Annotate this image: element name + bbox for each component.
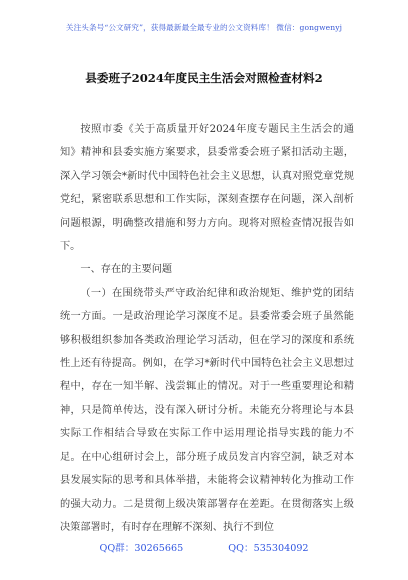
- footer-qq-number: QQ：535304092: [228, 543, 309, 554]
- footer-contact: [0, 540, 408, 554]
- footer-qq-group: QQ群：30265665: [99, 543, 184, 554]
- section-heading-problems: 一、存在的主要问题: [80, 264, 173, 276]
- document-title: 县委班子2024年度民主生活会对照检查材料2: [85, 71, 323, 85]
- header-promo-note: 关注头条号“公文研究”，获得最新最全最专业的公文资料库！ 微信：gongwenyj: [65, 23, 343, 32]
- body-paragraph-political-discipline: （一）在围绕带头严守政治纪律和政治规矩、维护党的团结统一方面。一是政治理论学习深度不足。县委常委会班子虽然能够积极组织参加各类政治理论学习活动，但在学习的深度和系统性上还有待提高。例如，在学习*新时代中国特色社会主义思想过程中，存在一知半解、浅尝辄止的情况。对于一些重要理论和精神，只是简单传达，没有深入研讨分析。未能充分将理论与本县实际工作相结合导致在实际工作中运用理论指导实践的能力不足。在中心组研讨会上，部分班子成员发言内容空洞，缺乏对本县发展实际的思考和具体举措，未能将会议精神转化为推动工作的强大动力。二是贯彻上级决策部署存在差距。在贯彻落实上级决策部署时，有时存在理解不深刻、执行不到位: [60, 287, 354, 533]
- body-paragraph-intro: 按照市委《关于高质量开好2024年度专题民主生活会的通知》精神和县委实施方案要求，县委常委会班子紧扣活动主题，深入学习领会*新时代中国特色社会主义思想，认真对照党章党规党纪，紧密联系思想和工作实际，深刻查摆存在问题，深入剖析问题根源，明确整改措施和努力方向。现将对照检查情况报告如下。: [60, 124, 354, 253]
- document-body: [60, 118, 354, 539]
